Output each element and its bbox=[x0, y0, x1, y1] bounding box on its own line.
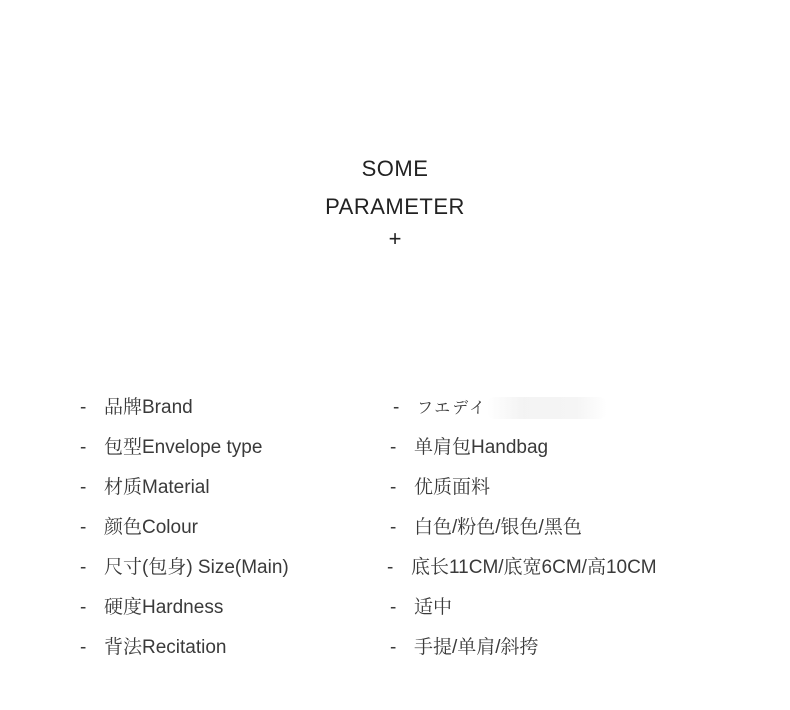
param-label: 材质Material bbox=[104, 477, 210, 498]
param-label: 背法Recitation bbox=[104, 637, 227, 658]
param-value: 适中 bbox=[414, 597, 453, 618]
dash-marker: - bbox=[80, 437, 87, 458]
param-row-size bbox=[0, 550, 790, 590]
dash-marker: - bbox=[390, 517, 397, 538]
param-label: 尺寸(包身) Size(Main) bbox=[104, 557, 289, 578]
param-row-material bbox=[0, 470, 790, 510]
param-value: 手提/单肩/斜挎 bbox=[414, 637, 539, 658]
dash-marker: - bbox=[390, 637, 397, 658]
parameter-list bbox=[0, 390, 790, 670]
dash-marker: - bbox=[80, 557, 87, 578]
dash-marker: - bbox=[80, 397, 87, 418]
param-row-hardness bbox=[0, 590, 790, 630]
param-label: 颜色Colour bbox=[104, 517, 198, 538]
plus-icon: + bbox=[388, 226, 402, 251]
dash-marker: - bbox=[390, 477, 397, 498]
dash-marker: - bbox=[390, 437, 397, 458]
param-value: 单肩包Handbag bbox=[414, 437, 549, 458]
dash-marker: - bbox=[390, 597, 397, 618]
param-value: 底长11CM/底宽6CM/高10CM bbox=[411, 557, 657, 578]
dash-marker: - bbox=[393, 397, 400, 418]
heading-line-some: SOME bbox=[361, 156, 429, 181]
param-label: 硬度Hardness bbox=[104, 597, 224, 618]
param-row-envelope-type bbox=[0, 430, 790, 470]
dash-marker: - bbox=[80, 637, 87, 658]
param-label: 品牌Brand bbox=[104, 397, 193, 418]
param-value: 优质面料 bbox=[414, 477, 491, 498]
param-value: フエデイ bbox=[417, 400, 488, 417]
heading-line-parameter: PARAMETER bbox=[325, 194, 465, 219]
param-value: 白色/粉色/银色/黑色 bbox=[414, 517, 582, 538]
section-heading bbox=[0, 150, 790, 252]
blurred-region bbox=[487, 397, 607, 419]
dash-marker: - bbox=[387, 557, 394, 578]
dash-marker: - bbox=[80, 597, 87, 618]
param-row-brand bbox=[0, 390, 790, 430]
param-row-colour bbox=[0, 510, 790, 550]
dash-marker: - bbox=[80, 517, 87, 538]
param-row-recitation bbox=[0, 630, 790, 670]
dash-marker: - bbox=[80, 477, 87, 498]
param-label: 包型Envelope type bbox=[104, 437, 263, 458]
